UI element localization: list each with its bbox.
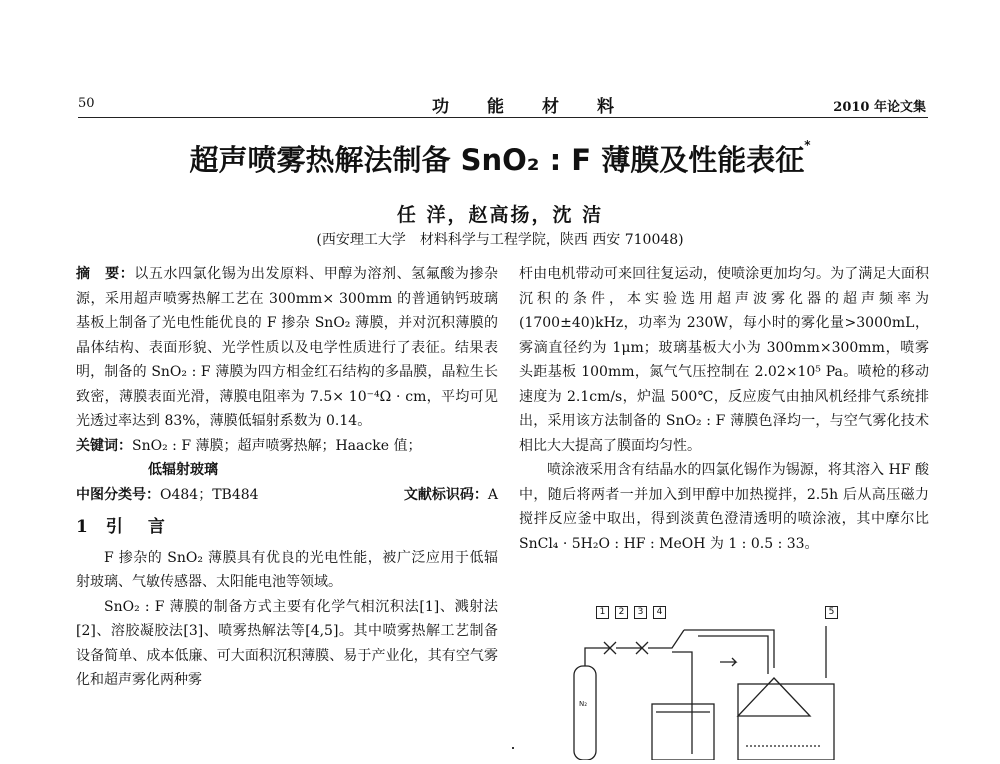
spray-pipe-inner <box>698 636 768 674</box>
apparatus-figure <box>560 604 880 760</box>
right-column <box>519 262 929 556</box>
left-column <box>76 262 498 693</box>
section-number: 1 <box>76 517 92 537</box>
right-paragraph-1: 杆由电机带动可来回往复运动，使喷涂更加均匀。为了满足大面积沉积的条件，本实验选用超声波雾化器的超声频率为(1700±40)kHz，功率为 230W，每小时的雾化量>3000mL，雾滴直径约为 1μm；玻璃基板大小为 300mm×300mm，喷雾头距基板 100mm，氮气气压控制在 2.02×10⁵ Pa。喷枪的移动速度为 2.1cm/s，炉温 500℃，反应废气由抽风机经排气系统排出，采用该方法制备的 SnO₂ : F 薄膜色泽均一，与空气雾化技术相比大大提高了膜面均匀性。 <box>519 266 929 454</box>
feed-pipe <box>672 652 692 754</box>
doc-code-value: A <box>487 486 498 503</box>
abstract-label: 摘 要： <box>76 266 135 282</box>
page-number: 50 <box>78 96 95 111</box>
classification-row <box>76 483 498 508</box>
clc-value: O484；TB484 <box>160 486 259 503</box>
section-title: 引 言 <box>105 517 169 537</box>
apparatus-diagram <box>560 604 880 760</box>
authors: 任 洋，赵高扬，沈 洁 <box>396 204 604 226</box>
gas-label: N₂ <box>579 700 588 708</box>
intro-paragraph-1: F 掺杂的 SnO₂ 薄膜具有优良的光电性能，被广泛应用于低辐射玻璃、气敏传感器、太阳能电池等领域。 <box>76 549 498 590</box>
paper-title-text: 超声喷雾热解法制备 SnO₂ : F 薄膜及性能表征 <box>189 143 805 177</box>
nitrogen-cylinder <box>574 666 596 760</box>
keywords-line2: 低辐射玻璃 <box>148 462 218 478</box>
journal-year: 2010 年论文集 <box>833 100 926 115</box>
figure-label-1: 1 <box>596 606 609 619</box>
affiliation: (西安理工大学 材料科学与工程学院，陕西 西安 710048) <box>316 232 684 248</box>
clc-label: 中图分类号： <box>76 486 160 503</box>
gas-pipe-1 <box>585 648 610 666</box>
intro-paragraph-2: SnO₂ : F 薄膜的制备方式主要有化学气相沉积法[1]、溅射法[2]、溶胶凝胶法[3]、喷雾热解法等[4,5]。其中喷雾热解工艺制备设备简单、成本低廉、可大面积沉积薄膜、易于产业化，其有空气雾化和超声雾化两种雾 <box>76 598 498 688</box>
gas-pipe-3 <box>648 630 684 648</box>
furnace-chamber <box>738 684 834 760</box>
keywords-line1: SnO₂ : F 薄膜；超声喷雾热解；Haacke 值； <box>132 437 422 454</box>
figure-label-2: 2 <box>615 606 628 619</box>
journal-name: 功能材料 <box>432 97 652 117</box>
paper-title <box>0 138 1000 179</box>
right-paragraph-2: 喷涂液采用含有结晶水的四氯化锡作为锡源，将其溶入 HF 酸中，随后将两者一并加入到甲醇中加热搅拌，2.5h 后从高压磁力搅拌反应釜中取出，得到淡黄色澄清透明的喷涂液，其中摩尔比 SnCl₄ · 5H₂O : HF : MeOH 为 1 : 0.5 : 33。 <box>519 462 929 552</box>
keywords <box>76 434 498 483</box>
abstract <box>76 262 498 434</box>
title-footnote-mark: * <box>804 138 811 152</box>
scan-speck <box>512 747 514 749</box>
figure-label-5: 5 <box>825 606 838 619</box>
keywords-label: 关键词： <box>76 437 132 454</box>
header-rule <box>78 117 928 118</box>
figure-label-4: 4 <box>653 606 666 619</box>
doc-code-label: 文献标识码： <box>403 486 488 503</box>
figure-label-3: 3 <box>634 606 647 619</box>
abstract-text: 以五水四氯化锡为出发原料、甲醇为溶剂、氢氟酸为掺杂源，采用超声喷雾热解工艺在 300mm× 300mm 的普通钠钙玻璃基板上制备了光电性能优良的 F 掺杂 SnO₂ 薄膜，并对沉积薄膜的晶体结构、表面形貌、光学性质以及电学性质进行了表征。结果表明，制备的 SnO₂ : F 薄膜为四方相金红石结构的多晶膜，晶粒生长致密，薄膜表面光滑，薄膜电阻率为 7.5× 10⁻⁴Ω · cm，平均可见光透过率达到 83%，薄膜低辐射系数为 0.14。 <box>76 266 499 429</box>
flow-arrow <box>720 658 736 666</box>
section-heading <box>76 515 498 540</box>
